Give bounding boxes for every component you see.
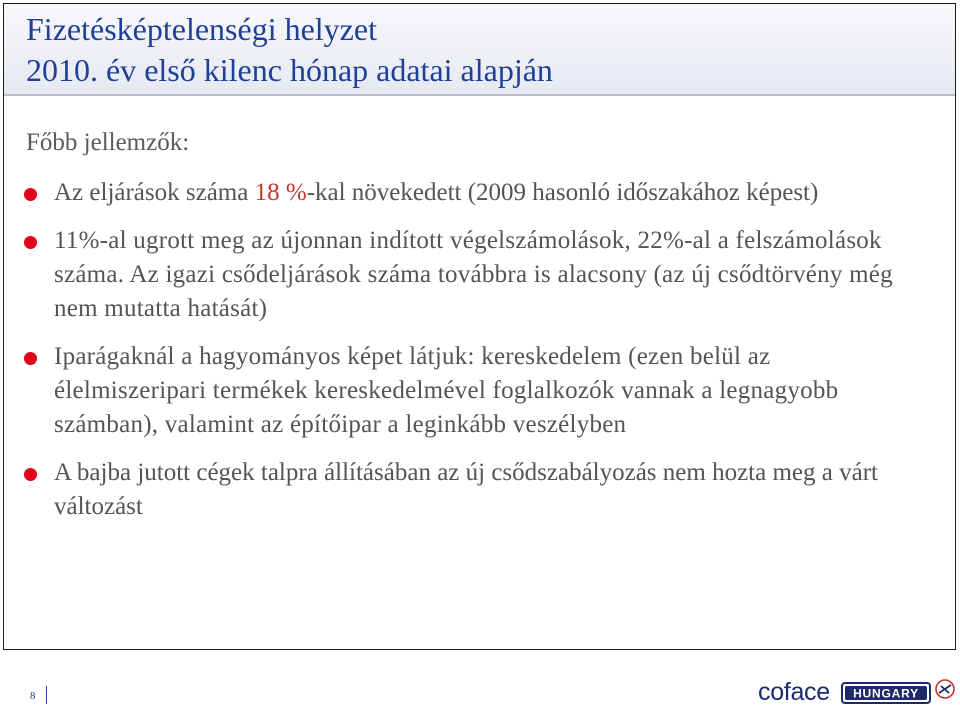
logo-badge-text: HUNGARY [853,686,919,701]
bullet-text: Iparágaknál a hagyományos képet látjuk: kereskedelem (ezen belül az élelmiszeripari termékek kereskedelmével foglalkozók vannak a legnagyobb számban), valamint az építőipar a leginkább veszélyben [54,343,839,438]
bullet-text: 11%-al ugrott meg az újonnan indított végelszámolások, 22%-al a felszámolások száma. Az igazi csődeljárások száma továbbra is alacsony (az új csődtörvény még nem mutatta hatását) [54,227,893,322]
bullet-item [24,456,924,524]
title-band [4,4,955,96]
bullet-item [24,224,924,326]
bullet-dot-icon [24,236,37,249]
bullet-list [24,176,924,524]
bullet-item [24,340,924,442]
logo-wordmark: coface [758,678,830,706]
bullet-text [54,179,818,206]
section-heading: Főbb jellemzők: [26,129,190,156]
bullet-text: A bajba jutott cégek talpra állításában az új csődszabályozás nem hozta meg a várt változást [54,459,878,520]
slide-title-line-2: 2010. év első kilenc hónap adatai alapján [26,52,553,88]
bullet-highlight: 18 % [254,179,307,206]
bullet-dot-icon [24,468,37,481]
bullet-text-pre: Az eljárások száma [54,179,255,206]
coface-logo [758,677,956,707]
slide-frame [3,3,956,650]
bullet-dot-icon [24,352,37,365]
page-number-divider [46,686,47,704]
bullet-dot-icon [24,188,37,201]
slide-title-line-1: Fizetésképtelenségi helyzet [26,11,377,47]
page-number: 8 [30,690,36,702]
slide-footer [0,650,960,708]
bullet-text-post: -kal növekedett (2009 hasonló időszakához képest) [306,179,819,206]
bullet-item [24,176,924,210]
